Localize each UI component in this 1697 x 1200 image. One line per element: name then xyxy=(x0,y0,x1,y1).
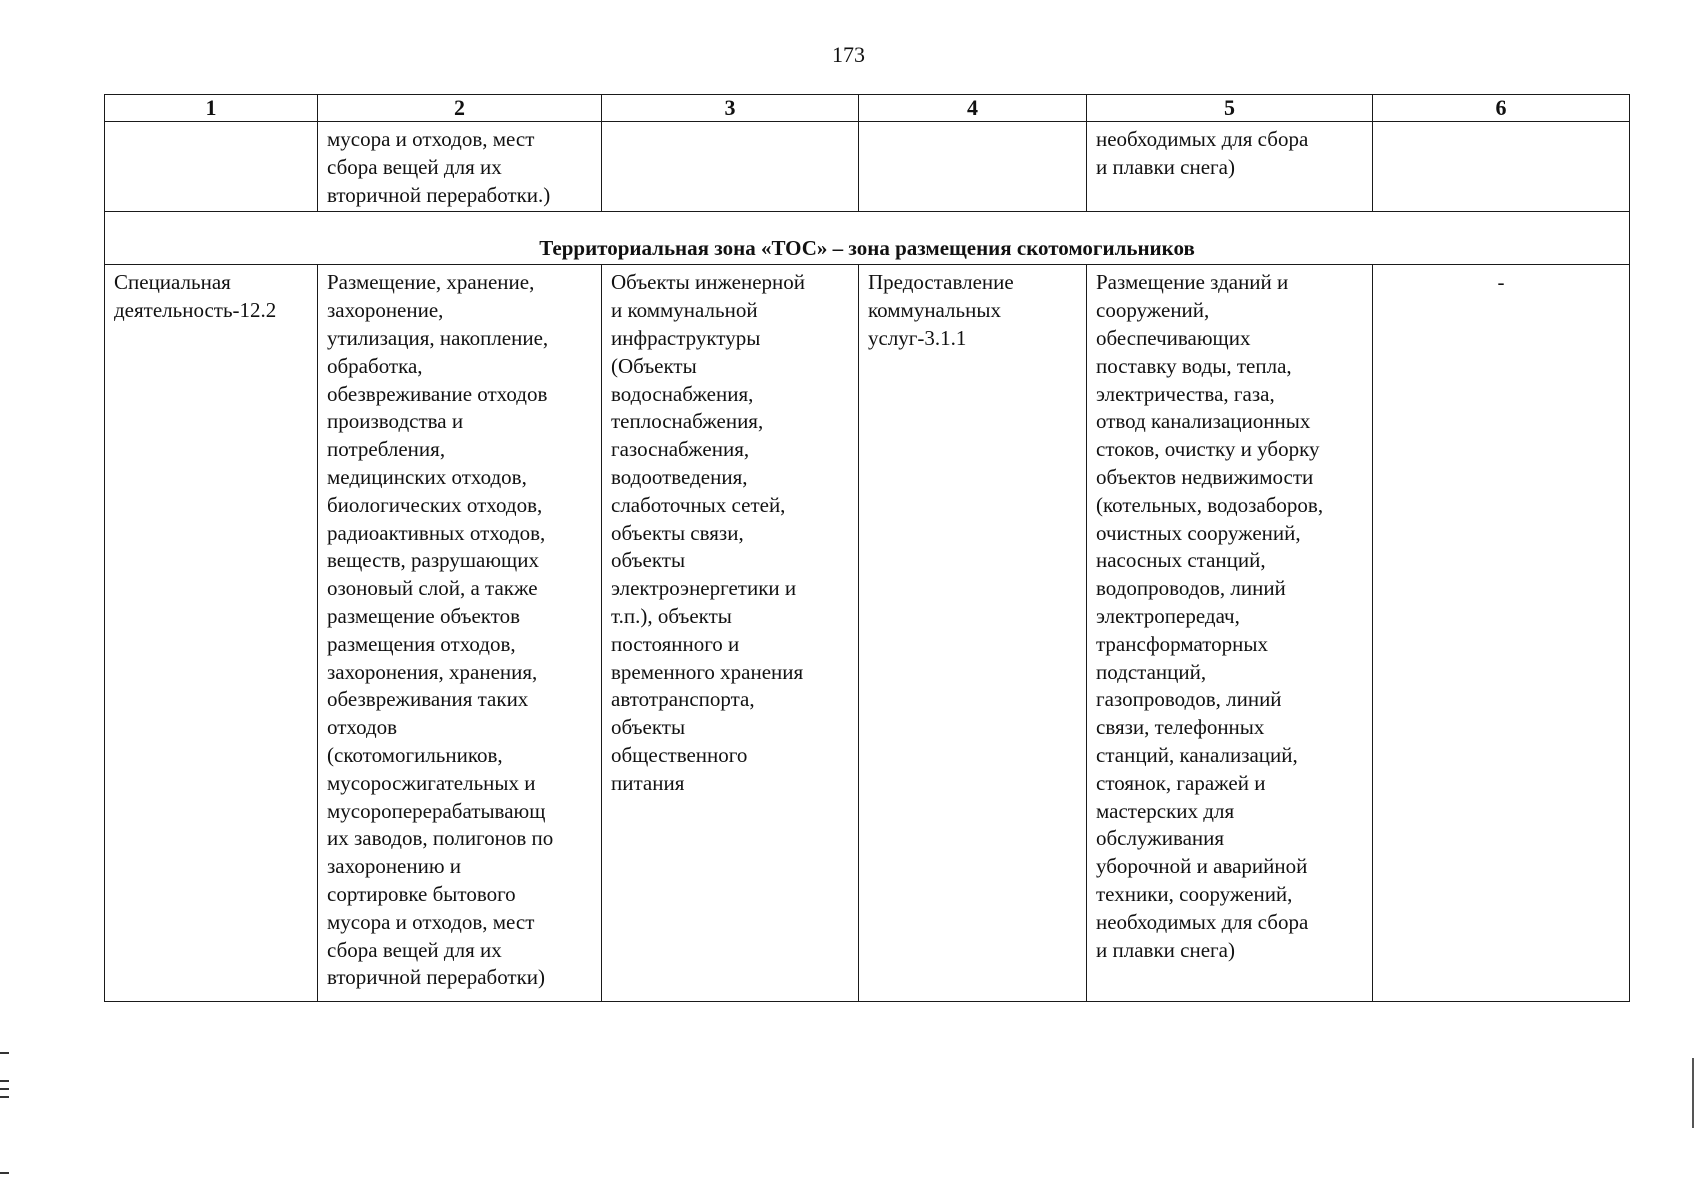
continuation-cell-4 xyxy=(859,122,1087,212)
continuation-cell-6 xyxy=(1373,122,1630,212)
zone-title: Территориальная зона «ТОС» – зона размещения скотомогильников xyxy=(105,212,1630,265)
auxiliary-objects-cell: Объекты инженерной и коммунальной инфраструктуры (Объекты водоснабжения, теплоснабжения, газоснабжения, водоотведения, слаботочных сетей, объекты связи, объекты электроэнергетики и т.п.), объекты постоянного и временного хранения автотранспорта, объекты общественного питания xyxy=(602,265,859,1002)
continuation-cell-1 xyxy=(105,122,318,212)
scan-artifact-mark xyxy=(0,1052,9,1054)
column-header-3: 3 xyxy=(602,95,859,122)
scan-artifact-mark xyxy=(0,1088,9,1090)
table-row xyxy=(105,265,1630,1002)
header-row xyxy=(105,95,1630,122)
parameters-cell: - xyxy=(1373,265,1630,1002)
scan-artifact-mark xyxy=(0,1080,9,1082)
scan-artifact-mark xyxy=(0,1096,9,1098)
continuation-cell-5: необходимых для сбора и плавки снега) xyxy=(1087,122,1373,212)
column-header-6: 6 xyxy=(1373,95,1630,122)
continuation-row xyxy=(105,122,1630,212)
regulations-table xyxy=(104,94,1630,1002)
auxiliary-use-type-cell: Предоставление коммунальных услуг-3.1.1 xyxy=(859,265,1087,1002)
column-header-5: 5 xyxy=(1087,95,1373,122)
column-header-1: 1 xyxy=(105,95,318,122)
use-description-cell: Размещение, хранение, захоронение, утилизация, накопление, обработка, обезвреживание отходов производства и потребления, медицинских отходов, биологических отходов, радиоактивных отходов, веществ, разрушающих озоновый слой, а также размещение объектов размещения отходов, захоронения, хранения, обезвреживания таких отходов (скотомогильников, мусоросжигательных и мусороперерабатывающ их заводов, полигонов по захоронению и сортировке бытового мусора и отходов, мест сбора вещей для их вторичной переработки) xyxy=(318,265,602,1002)
continuation-cell-2: мусора и отходов, мест сбора вещей для их вторичной переработки.) xyxy=(318,122,602,212)
permitted-use-type-cell: Специальная деятельность-12.2 xyxy=(105,265,318,1002)
scan-artifact-mark xyxy=(1692,1058,1694,1128)
auxiliary-description-cell: Размещение зданий и сооружений, обеспечивающих поставку воды, тепла, электричества, газа, отвод канализационных стоков, очистку и уборку объектов недвижимости (котельных, водозаборов, очистных сооружений, насосных станций, водопроводов, линий электропередач, трансформаторных подстанций, газопроводов, линий связи, телефонных станций, канализаций, стоянок, гаражей и мастерских для обслуживания уборочной и аварийной техники, сооружений, необходимых для сбора и плавки снега) xyxy=(1087,265,1373,1002)
scan-artifact-mark xyxy=(0,1172,9,1174)
page-number: 173 xyxy=(832,42,865,67)
zone-title-row xyxy=(105,212,1630,265)
column-header-4: 4 xyxy=(859,95,1087,122)
continuation-cell-3 xyxy=(602,122,859,212)
column-header-2: 2 xyxy=(318,95,602,122)
